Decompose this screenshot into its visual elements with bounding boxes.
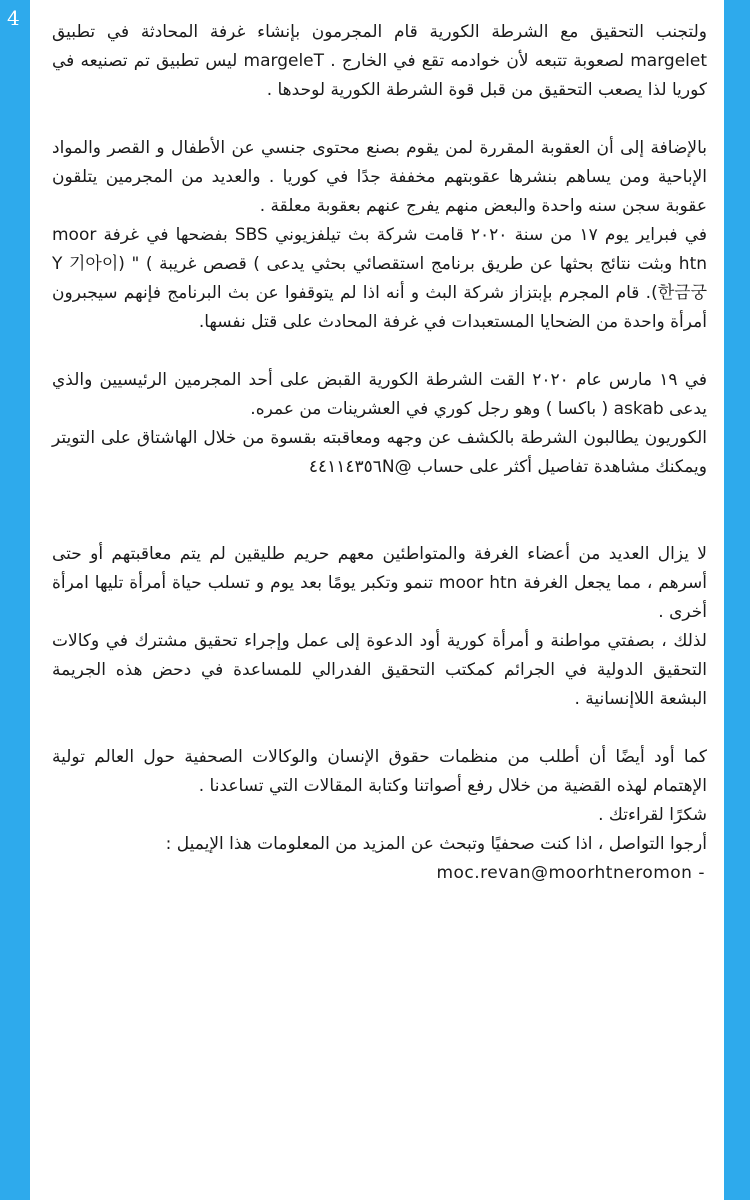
- paragraph-accomplices: لا يزال العديد من أعضاء الغرفة والمتواطئين معهم حريم طليقين لم يتم معاقبتهم أو حتى أسرهم ، مما يجعل الغرفة moor htn تنمو وتكبر يومًا بعد يوم و تسلب حياة أمرأة تليها امرأة أخرى .: [52, 544, 707, 622]
- right-side-bar: [724, 0, 750, 1200]
- paragraph-police-evasion: ولتجنب التحقيق مع الشرطة الكورية قام المجرمون بإنشاء غرفة المحادثة في تطبيق margelet لصعوبة تتبعه لأن خوادمه تقع في الخارج . margeleT ليس تطبيق تم تصنيعه في كوريا لذا يصعب التحقيق من قبل قوة الشرطة الكورية لوحدها .: [52, 22, 707, 100]
- paragraph-human-rights: كما أود أيضًا أن أطلب من منظمات حقوق الإنسان والوكالات الصحفية حول العالم تولية الإهتمام لهذه القضية من خلال رفع أصواتنا وكتابة المقالات التي تساعدنا .: [52, 747, 707, 796]
- paragraph-call-to-action: لذلك ، بصفتي مواطنة و أمرأة كورية أود الدعوة إلى عمل وإجراء تحقيق مشترك في وكالات التحقيق الدولية في الجرائم كمكتب التحقيق الفدرالي للمساعدة في دحض هذه الجريمة البشعة اللاإنسانية .: [52, 631, 707, 709]
- page-number: 4: [7, 6, 20, 30]
- paragraph-sbs-report: في فبراير يوم ١٧ من سنة ٢٠٢٠ قامت شركة بث تيلفزيوني SBS بفضحها في غرفة moor htn وبثت نتائج بحثها عن طريق برنامج استقصائي بحثي يدعى ) قصص غريبة ) " (Y 기아이 한금궁). قام المجرم بإبتزاز شركة البث و أنه اذا لم يتوقفوا عن بث البرنامج فإنهم سيجبرون أمرأة واحدة من الضحايا المستعبدات في غرفة المحادث على قتل نفسها.: [52, 225, 708, 332]
- paragraph-penalties: بالإضافة إلى أن العقوبة المقررة لمن يقوم بصنع محتوى جنسي عن الأطفال و القصر والمواد الإباحية ومن يساهم بنشرها عقوبتهم مخففة جدًا في كوريا . والعديد من المجرمين يتلقون عقوبة سجن سنه واحدة والبعض منهم يفرج عنهم بعقوبة معلقة .: [52, 138, 707, 216]
- left-side-bar: [0, 0, 30, 1200]
- document-body: [52, 18, 707, 888]
- paragraph-hashtag: الكوريون يطالبون الشرطة بالكشف عن وجهه ومعاقبته بقسوة من خلال الهاشتاق على التويتر ويمكنك مشاهدة تفاصيل أكثر على حساب @٤٤١١٤٣٥٦N: [52, 428, 707, 477]
- paragraph-arrest: في ١٩ مارس عام ٢٠٢٠ القت الشرطة الكورية القبض على أحد المجرمين الرئيسيين والذي يدعى askab ( باكسا ) وهو رجل كوري في العشرينات من عمره.: [52, 370, 707, 419]
- contact-email[interactable]: moc.revan@moorhtneromon -: [436, 863, 705, 883]
- paragraph-thanks: شكرًا لقراءتك .: [598, 805, 707, 825]
- paragraph-contact: أرجوا التواصل ، اذا كنت صحفيًا وتبحث عن المزيد من المعلومات هذا الإيميل :: [165, 834, 707, 854]
